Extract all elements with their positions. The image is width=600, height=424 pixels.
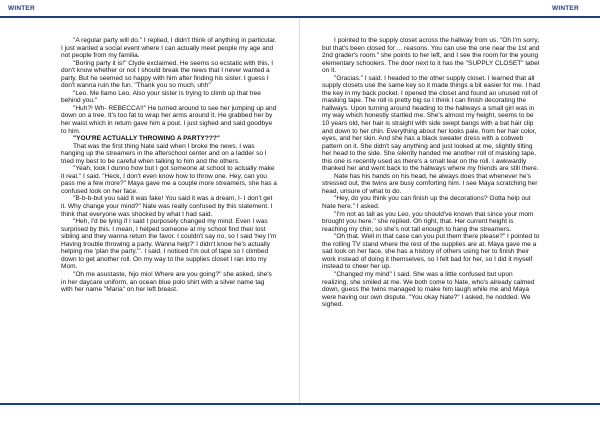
header-label-right: WINTER: [552, 5, 579, 12]
paragraph: "Leo. Me llamo Leo. Also your sister is trying to climb up that tree behind you.": [61, 89, 261, 105]
paragraph: "Oh me asustaste, hijo mio! Where are you going?" she asked, she's in her daycare uniform, an ocean blue polo shirt with a silver name tag with her name "Maria" on her left breast.: [61, 270, 272, 294]
paragraph: That was the first thing Nate said when I broke the news. I was hanging up the streamers in the afterschool center and on a ladder so I tried my best to be careful when talking to him and the others.: [61, 142, 267, 165]
paragraph: "Huh?! Wh- REBECCA!!" He turned around to see her jumping up and down on a tree. It's too fat to wrap her arms around it. He grabbed her by her waist which in return gave him a pout. I just sighed and said goodbye to him.: [61, 104, 277, 135]
left-page-text: [61, 37, 277, 397]
page-divider: [299, 18, 300, 403]
top-rule: [0, 16, 600, 18]
paragraph: "Yeah, look I dunno how but I got someone at school to actually make it real." I said. "Heck, I don't even know how to throw one. Hey, can you pass me a few more?" Maya gave me a couple more streamers, she has a confused look on her face.: [61, 165, 277, 195]
paragraph: I pointed to the supply closet across the hallway from us. "Oh I'm sorry, but that's been closed for ... reasons. You can use the one near the 1st and 2nd grader's room." she points to her left, and I see the room for the young elementary schoolers. The door next to it has the "SUPPLY CLOSET" label on it.: [322, 37, 540, 75]
paragraph: "Changed my mind" I said. She was a little confused but upon realizing, she smiled at me. We both come to Nate, who's already calmed down, guess the twins managed to make him laugh while me and Maya were having our own dispute. "You okay Nate?" I asked, he nodded. We sighed.: [322, 270, 535, 309]
paragraph: "Heh, I'd be lying if I said I purposely changed my mind. Even I was surprised by this. I mean, I helped someone at my school find their lost sibling and they wanna return the favor. I couldn't say no, so I said 'hey I'm Having trouble throwing a party. Wanna help?' I didn't know he's actually helping me 'plan the party.'". I said. I noticed I'm out of tape so I climbed down to get another roll. On my way to the supplies closet I ran into my Mom.: [61, 218, 277, 271]
paragraph: "Gracias." I said. I headed to the other supply closet. I learned that all supply closets use the same key so it made things a bit easier for me. I had the key in my back pocket. I opened the closet and found an unused roll of masking tape. The roll is pretty big so I think I can finish decorating the hallways. Upon turning around heading to the hallways a small girl was in my way which honestly startled me. She's almost my height, seems to be 10 years old, her hair is straight with side swept bangs with a bat hair clip and down to her chin. Everything about her looks pale, from her hair color, eyes, and her skin. And she has a black sweater dress with a cobweb pattern on it. She didn't say anything and just looked at me, slightly tilting her head to the side. She silently handed me another roll of masking tape, this one is recently used as there's a small tear on the roll. I awkwardly thanked her and went back to the hallways where my friends are still there.: [322, 74, 540, 173]
header-label-left: WINTER: [8, 5, 35, 12]
paragraph: "Hey, do you think you can finish up the decorations? Gotta help out Nate here." I asked.: [322, 195, 531, 211]
paragraph: "B-b-b-but you said it was fake! You said it was a dream, I- I don't get it. Why change your mind?" Nate was really confused by this statement. I think that everyone was shocked by what I had said.: [61, 195, 273, 218]
paragraph: "A regular party will do." I replied, I didn't think of anything in particular. I just wanted a social event where I can actually meet people my age and not people from my familia.: [61, 37, 277, 60]
right-page-text: [322, 37, 540, 397]
paragraph: Nate has his hands on his head, he always does that whenever he's stressed out, the twins are busy comforting him. I see Maya scratching her head, unsure of what to do.: [322, 172, 538, 195]
section-heading: "YOU'RE ACTUALLY THROWING A PARTY???": [73, 135, 220, 143]
bottom-rule: [0, 403, 600, 405]
paragraph: "Boring party it is!" Clyde exclaimed. He seems so ecstatic with this, I don't know whether or not I should break the news that I never wanted a party. But he seemed so happy with him after finding his sister. I guess I don't wanna ruin the fun. "Thank you so much, uhh": [61, 59, 274, 90]
paragraph: "I'm not as tall as you Leo, you should've known that since your mom brought you here." she replied. Oh right, that. Her current height is reaching my chin, so she's not tall enough to hang the streamers.: [322, 210, 534, 233]
paragraph: "Oh that. Well in that case can you put them there please?" I pointed to the rolling TV stand where the rest of the supplies are at. Maya gave me a sad look on her face, she has a history of others using her to finish their work instead of doing it themselves, so I felt bad for her, so I did it myself instead to cheer her up.: [322, 233, 540, 271]
